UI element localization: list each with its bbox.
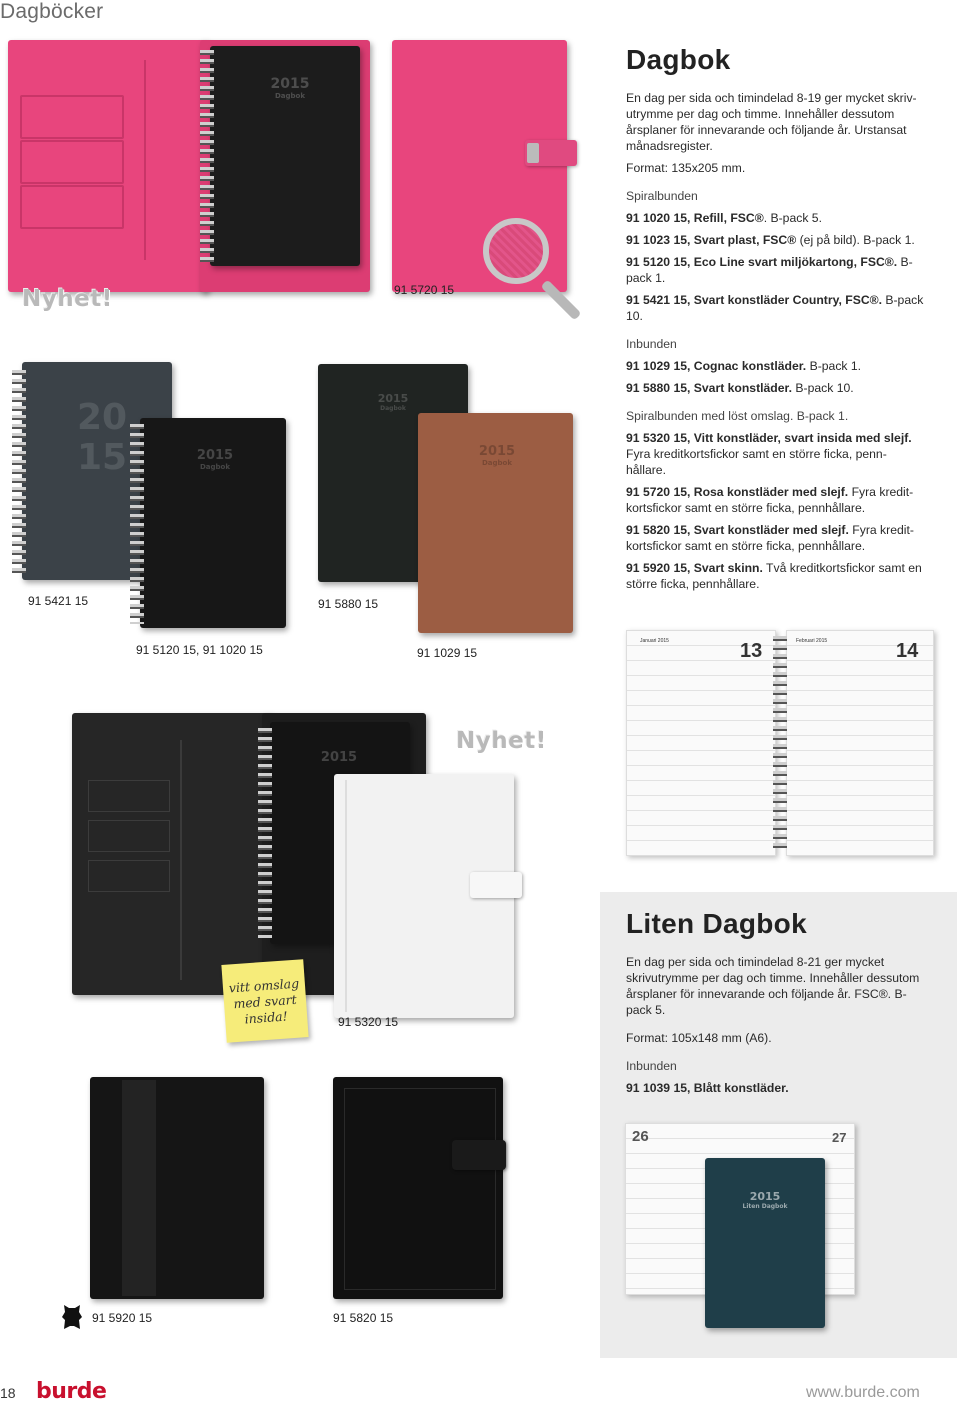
- label-5320: 91 5320 15: [338, 1015, 399, 1029]
- item-5320: 91 5320 15, Vitt konstläder, svart insida med slejf. Fyra kreditkortsfickor samt en större ficka, penn-hållare.: [626, 431, 912, 477]
- cover-title-3: Dagbok: [380, 405, 406, 412]
- label-1029: 91 1029 15: [417, 646, 478, 660]
- planner-right-month: Februari 2015: [796, 638, 828, 644]
- planner-left-month: Januari 2015: [640, 638, 669, 644]
- liten-dagbok-title: Liten Dagbok: [626, 908, 807, 939]
- label-5421: 91 5421 15: [28, 594, 89, 608]
- liten-dagbok-description: [626, 954, 926, 1102]
- section-title: Dagböcker: [0, 0, 104, 23]
- cover-title-2: Dagbok: [199, 463, 231, 471]
- nyhet-badge-2: Nyhet!: [456, 728, 547, 754]
- group-heading-inbunden: Inbunden: [626, 337, 677, 351]
- leather-icon: [60, 1303, 84, 1331]
- page-number: 18: [0, 1385, 16, 1401]
- cover-title-4: Dagbok: [481, 459, 513, 467]
- cover-year-5: 2015: [320, 750, 358, 765]
- item-5880: 91 5880 15, Svart konstläder. B-pack 10.: [626, 381, 854, 395]
- sticky-note: vitt omslag med svart insida!: [221, 959, 308, 1043]
- liten-heading: Inbunden: [626, 1059, 677, 1073]
- planner-right-day: 14: [896, 640, 919, 662]
- dagbok-description: [626, 90, 926, 598]
- cover-title-1: Dagbok: [274, 92, 306, 100]
- label-5120-1020: 91 5120 15, 91 1020 15: [136, 643, 263, 657]
- item-5421: 91 5421 15, Svart konstläder Country, FSC®. B-pack 10.: [626, 293, 924, 323]
- cover-title-liten: Liten Dagbok: [742, 1203, 788, 1210]
- item-5720: 91 5720 15, Rosa konstläder med slejf. Fyra kredit-kortsfickor samt en större ficka, pennhållare.: [626, 485, 914, 515]
- cover-year-split-bottom: 15: [76, 437, 128, 478]
- cover-year-split-top: 20: [76, 397, 128, 438]
- dagbok-intro: En dag per sida och timindelad 8-19 ger mycket skriv-utrymme per dag och timme. Innehåller dessutom årsplaner för innevarande och följande år. Urstansat månadsregister.: [626, 91, 917, 153]
- brand-logo: burde: [36, 1379, 107, 1404]
- planner-left-day: 13: [740, 640, 763, 662]
- cover-year-1: 2015: [270, 76, 310, 92]
- item-5120: 91 5120 15, Eco Line svart miljökartong, FSC®. B-pack 1.: [626, 255, 913, 285]
- cover-year-2: 2015: [196, 448, 234, 463]
- label-5920: 91 5920 15: [92, 1311, 153, 1325]
- dagbok-format: Format: 135x205 mm.: [626, 161, 746, 175]
- website-link[interactable]: www.burde.com: [806, 1384, 920, 1401]
- small-planner-left-day: 26: [632, 1128, 649, 1145]
- label-5820: 91 5820 15: [333, 1311, 394, 1325]
- small-planner-right-day: 27: [832, 1130, 847, 1145]
- liten-format: Format: 105x148 mm (A6).: [626, 1031, 772, 1045]
- nyhet-badge: Nyhet!: [22, 286, 113, 312]
- label-5880: 91 5880 15: [318, 597, 379, 611]
- item-1029: 91 1029 15, Cognac konstläder. B-pack 1.: [626, 359, 862, 373]
- item-5920: 91 5920 15, Svart skinn. Två kreditkortsfickor samt en större ficka, pennhållare.: [626, 561, 922, 591]
- group-heading-spiral: Spiralbunden: [626, 189, 698, 203]
- dagbok-title: Dagbok: [626, 44, 731, 75]
- liten-item-1039: 91 1039 15, Blått konstläder.: [626, 1081, 789, 1095]
- item-5820: 91 5820 15, Svart konstläder med slejf. Fyra kredit-kortsfickor samt en större ficka, pennhållare.: [626, 523, 914, 553]
- group-heading-omslag: Spiralbunden med löst omslag. B-pack 1.: [626, 409, 849, 423]
- label-5720: 91 5720 15: [394, 283, 455, 297]
- cover-year-6: 2015: [749, 1190, 781, 1203]
- cover-year-3: 2015: [377, 392, 409, 405]
- cover-year-4: 2015: [478, 444, 516, 459]
- item-1020: 91 1020 15, Refill, FSC®. B-pack 5.: [626, 211, 822, 225]
- item-1023: 91 1023 15, Svart plast, FSC® (ej på bild). B-pack 1.: [626, 233, 915, 247]
- liten-intro: En dag per sida och timindelad 8-21 ger mycket skrivutrymme per dag och timme. Innehåller dessutom årsplaner för innevarande och följande år. FSC®. B-pack 5.: [626, 955, 920, 1017]
